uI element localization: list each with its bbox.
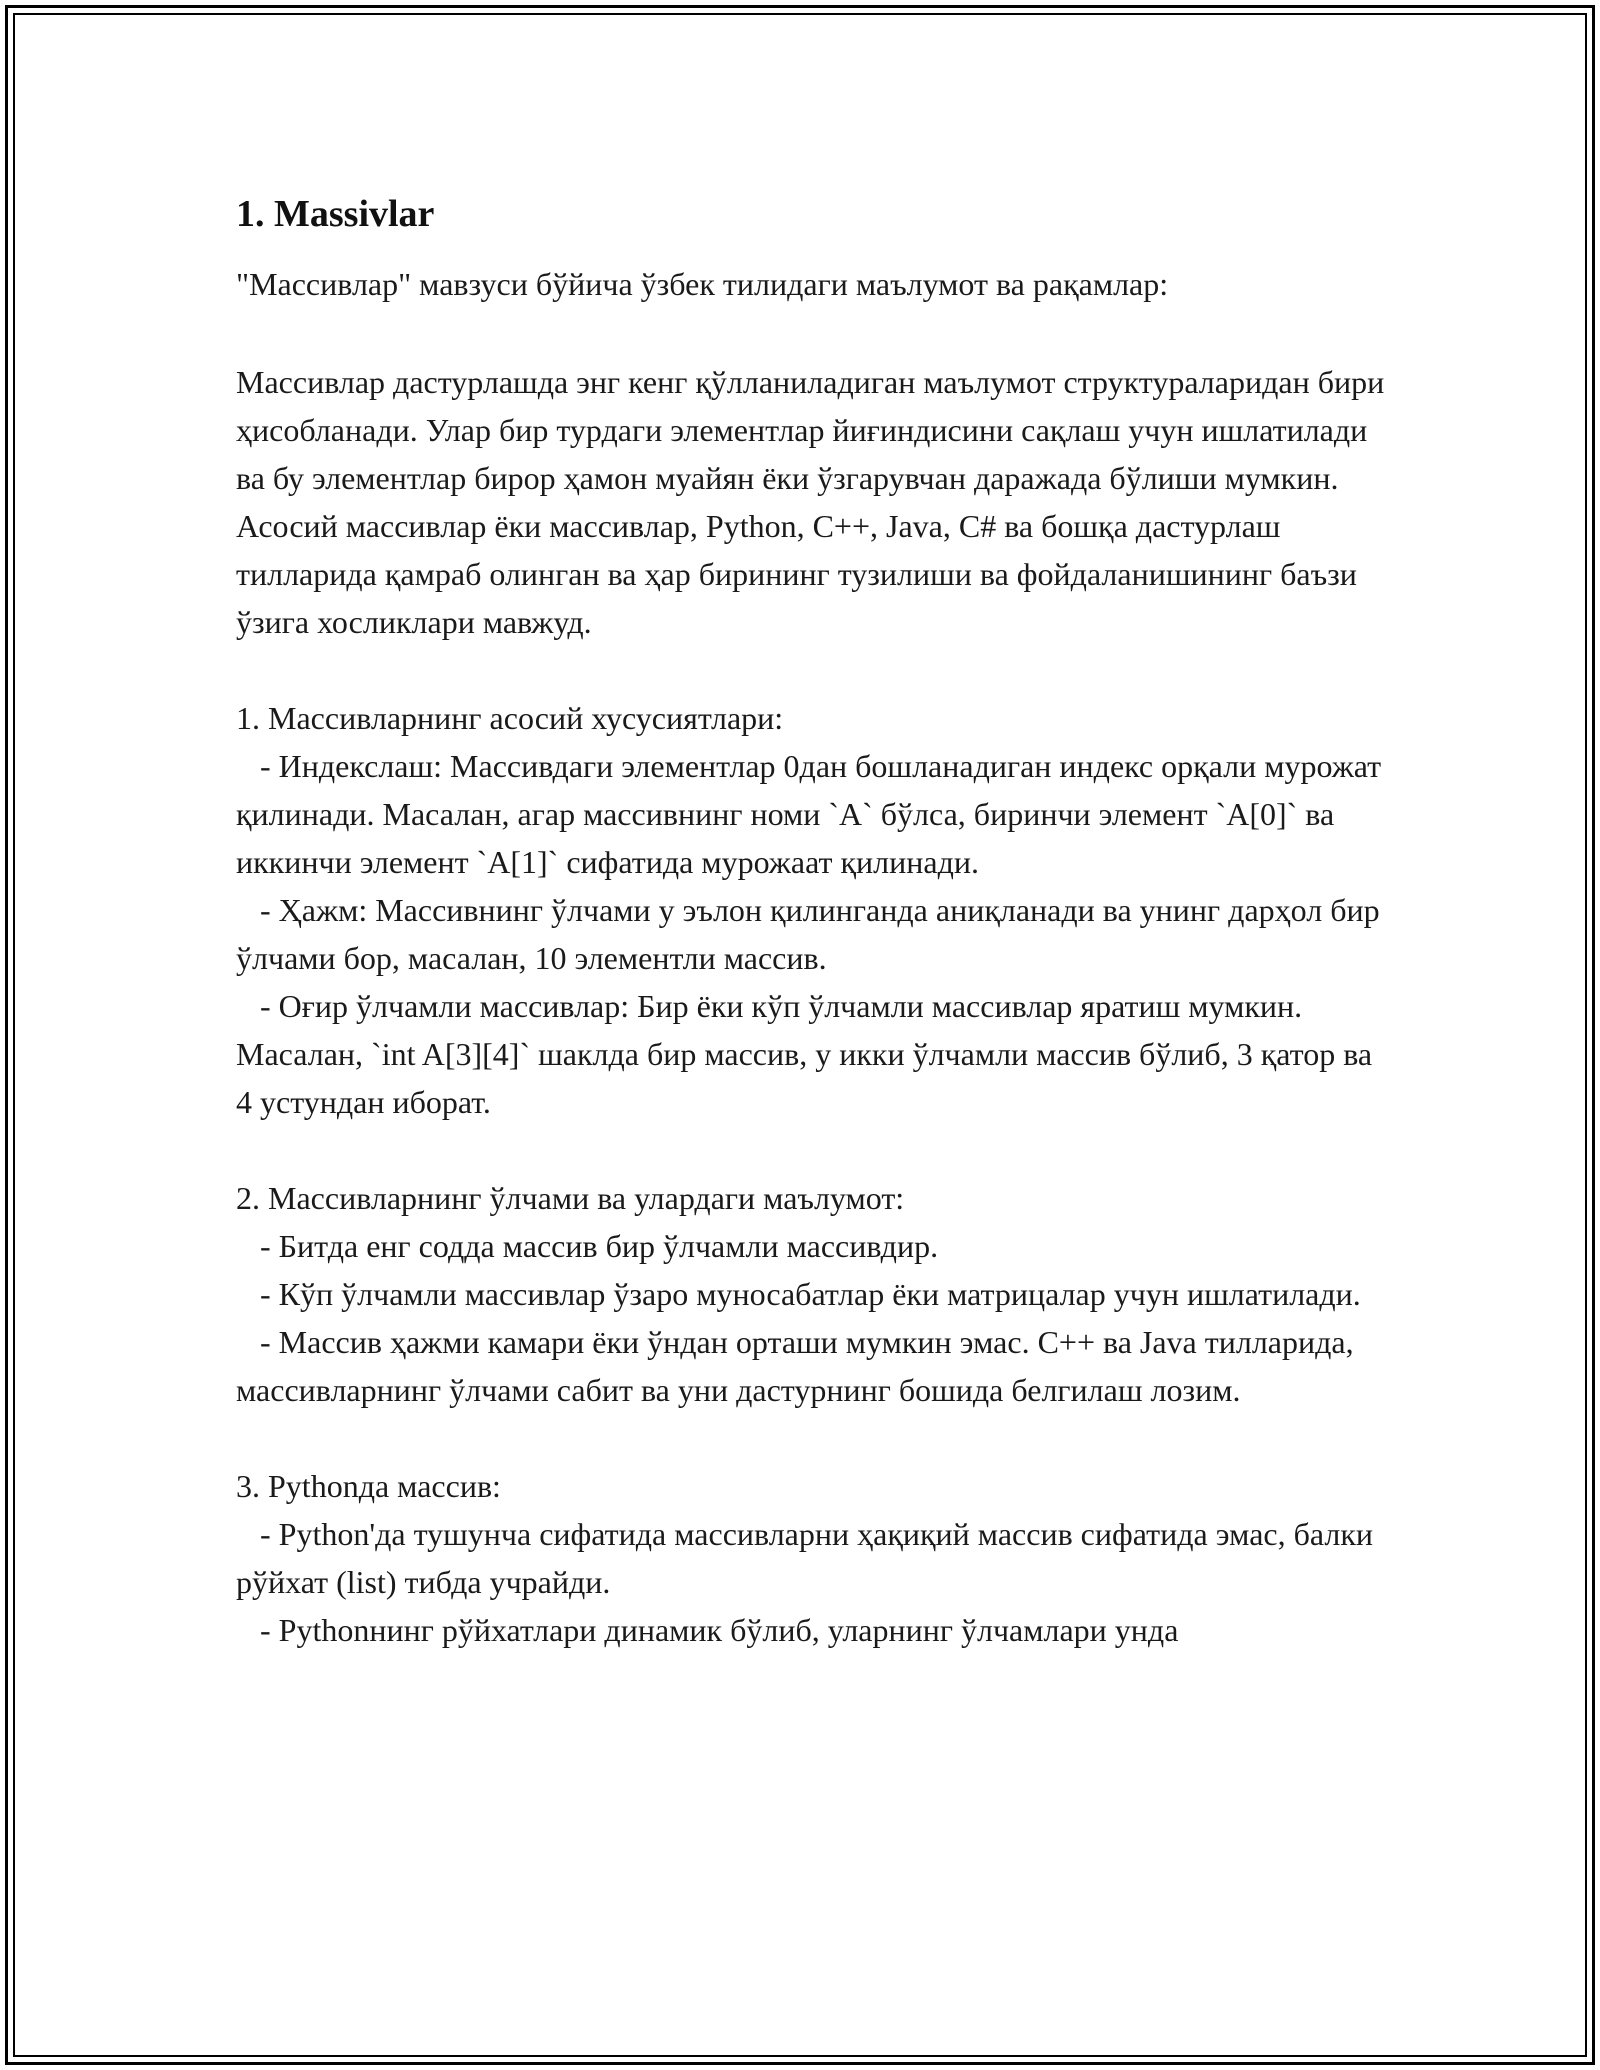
document-body <box>236 186 1390 1654</box>
bullet-item <box>236 982 1386 1126</box>
bullet-item <box>236 1270 1386 1318</box>
document-title: 1. Massivlar <box>236 193 435 235</box>
bullet-item <box>236 1606 1386 1654</box>
bullet-text: - Массив ҳажми камари ёки ўндан орташи мумкин эмас. C++ ва Java тилларида, массивларнинг ўлчами сабит ва уни дастурнинг бошида белгилаш лозим. <box>236 1324 1362 1408</box>
bullet-item <box>236 1510 1386 1606</box>
bullet-item <box>236 886 1386 982</box>
section-heading: 1. Массивларнинг асосий хусусиятлари: <box>236 700 784 736</box>
section-python <box>236 1462 1386 1654</box>
bullet-item <box>236 1318 1386 1414</box>
bullet-text: - Кўп ўлчамли массивлар ўзаро муносабатлар ёки матрицалар учун ишлатилади. <box>260 1276 1361 1312</box>
bullet-text: - Python'да тушунча сифатида массивларни ҳақиқий массив сифатида эмас, балки рўйхат (list) тибда учрайди. <box>236 1516 1381 1600</box>
bullet-text: - Индекслаш: Массивдаги элементлар 0дан бошланадиган индекс орқали мурожат қилинади. Масалан, агар массивнинг номи `A` бўлса, биринчи элемент `A[0]` ва иккинчи элемент `A[1]` сифатида мурожаат қилинади. <box>236 748 1390 880</box>
section-properties <box>236 694 1390 1126</box>
bullet-text: - Оғир ўлчамли массивлар: Бир ёки кўп ўлчамли массивлар яратиш мумкин. Масалан, `int A[3][4]` шаклда бир массив, у икки ўлчамли массив бўлиб, 3 қатор ва 4 устундан иборат. <box>236 988 1381 1120</box>
bullet-item <box>236 742 1390 886</box>
intro-line: "Массивлар" мавзуси бўйича ўзбек тилидаги маълумот ва рақамлар: <box>236 266 1169 302</box>
bullet-item <box>236 1222 1386 1270</box>
bullet-text: - Битда енг содда массив бир ўлчамли массивдир. <box>260 1228 939 1264</box>
section-heading: 3. Pythonда массив: <box>236 1468 501 1504</box>
section-heading: 2. Массивларнинг ўлчами ва улардаги маълумот: <box>236 1180 905 1216</box>
overview-paragraph: Массивлар дастурлашда энг кенг қўлланиладиган маълумот структураларидан бири ҳисобланади. Улар бир турдаги элементлар йиғиндисини сақлаш учун ишлатилади ва бу элементлар бирор ҳамон муайян ёки ўзгарувчан даражада бўлиши мумкин. Асосий массивлар ёки массивлар, Python, C++, Java, C# ва бошқа дастурлаш тилларида қамраб олинган ва ҳар бирининг тузилиши ва фойдаланишининг баъзи ўзига хосликлари мавжуд. <box>236 364 1385 640</box>
section-dimensions <box>236 1174 1386 1414</box>
bullet-text: - Ҳажм: Массивнинг ўлчами у эълон қилинганда аниқланади ва унинг дарҳол бир ўлчами бор, масалан, 10 элементли массив. <box>236 892 1388 976</box>
bullet-text: - Pythonнинг рўйхатлари динамик бўлиб, уларнинг ўлчамлари унда <box>260 1612 1179 1648</box>
